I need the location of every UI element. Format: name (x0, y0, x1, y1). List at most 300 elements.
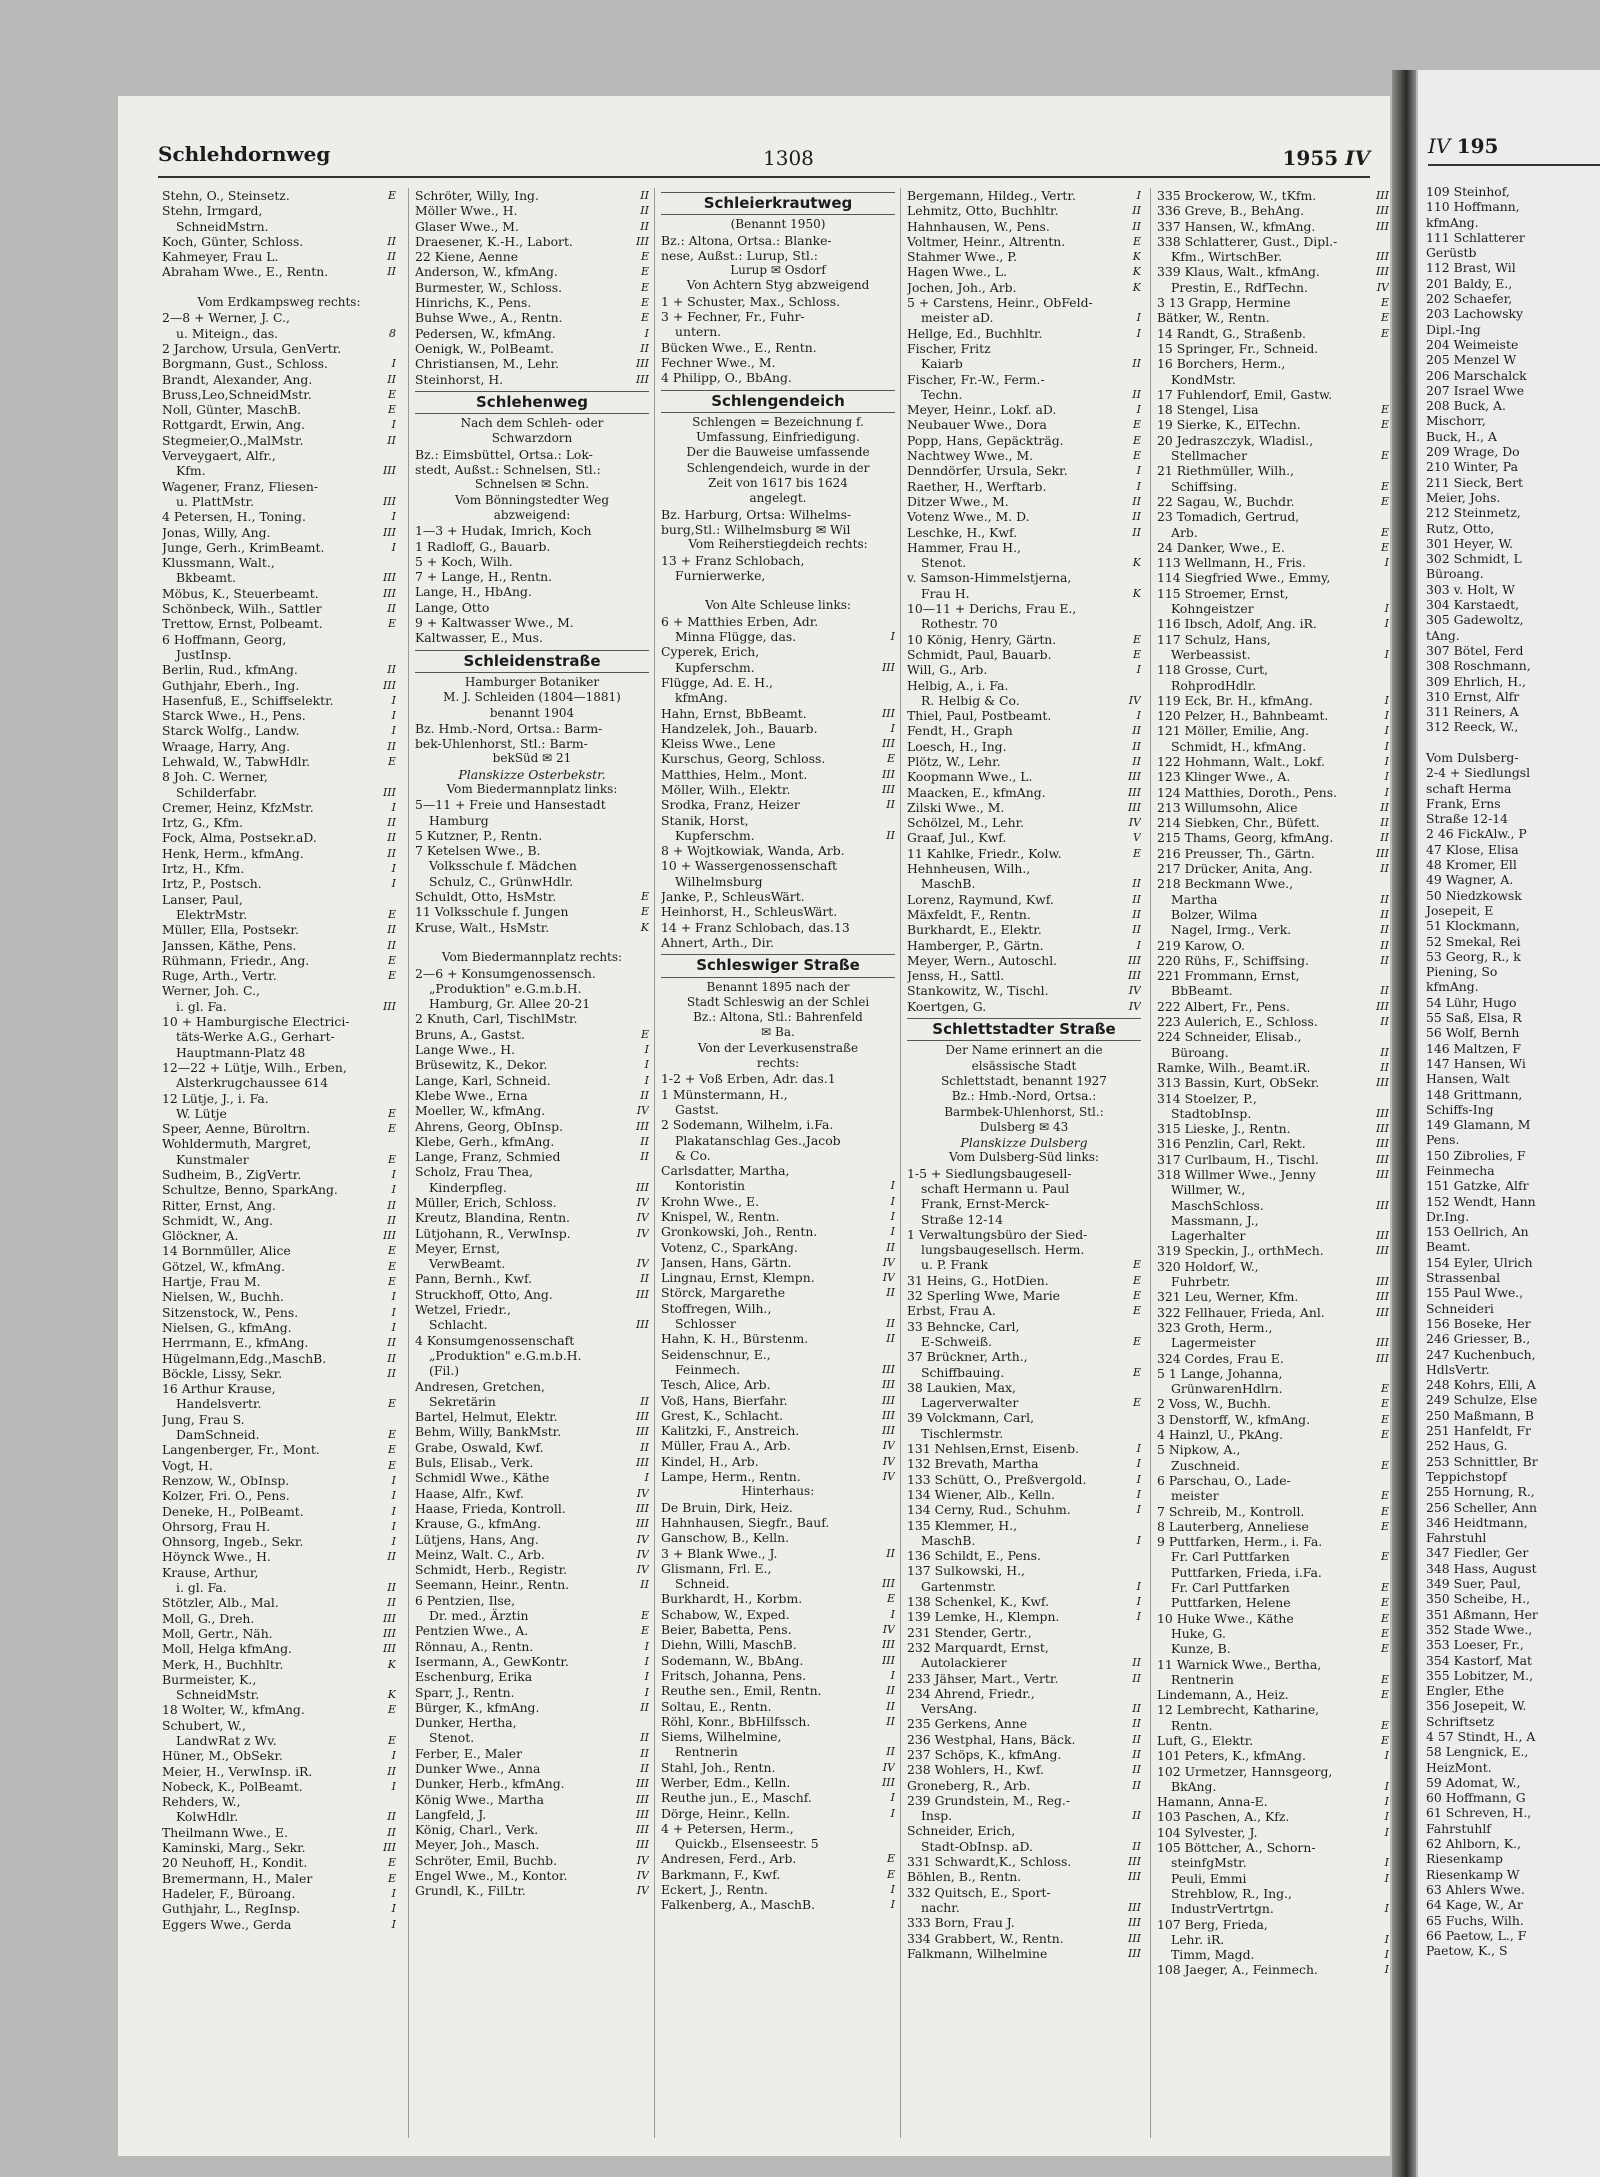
entry-text: Fuhrbetr. (1171, 1274, 1231, 1290)
directory-entry (661, 1209, 895, 1224)
directory-entry (162, 1213, 396, 1228)
entry-text: Falkenberg, A., MaschB. (661, 1897, 816, 1913)
directory-entry (907, 1609, 1141, 1624)
directory-entry: 250 Maßmann, B (1426, 1407, 1535, 1423)
floor-marker: III (881, 1577, 895, 1591)
entry-text: Bergemann, Hildeg., Vertr. (907, 188, 1076, 203)
entry-text: Buhse Wwe., A., Rentn. (415, 310, 563, 326)
street-note (661, 263, 895, 278)
directory-entry (661, 324, 895, 339)
directory-entry (1157, 326, 1389, 341)
directory-entry: 52 Smekal, Rei (1426, 933, 1521, 949)
directory-entry (415, 1639, 649, 1654)
entry-text: Stellmacher (1171, 448, 1248, 464)
floor-marker: E (1132, 418, 1141, 432)
floor-marker: E (1132, 1289, 1141, 1303)
directory-entry (415, 1088, 649, 1103)
directory-entry (907, 1808, 1141, 1823)
directory-entry (1157, 463, 1389, 478)
directory-entry (661, 1714, 895, 1729)
floor-marker: E (1380, 1458, 1389, 1472)
directory-entry (415, 1027, 649, 1042)
floor-marker: III (1375, 1351, 1389, 1365)
directory-entry: 309 Ehrlich, H., (1426, 673, 1526, 689)
directory-entry (415, 1883, 649, 1898)
entry-text: 38 Laukien, Max, (907, 1379, 1016, 1395)
entry-text: Meier, H., VerwInsp. iR. (162, 1763, 313, 1779)
directory-entry (661, 874, 895, 889)
floor-marker: E (1380, 1382, 1389, 1396)
entry-text: 123 Klinger Wwe., A. (1157, 769, 1291, 785)
directory-entry: Buck, H., A (1426, 428, 1497, 444)
entry-text: Stötzler, Alb., Mal. (162, 1595, 279, 1611)
directory-entry (907, 295, 1141, 310)
floor-marker: I (1136, 1487, 1141, 1501)
directory-entry (162, 264, 396, 279)
entry-text: Haase, Frieda, Kontroll. (415, 1500, 566, 1516)
directory-entry: Hansen, Walt (1426, 1071, 1510, 1087)
entry-text: Reuthe jun., E., Maschf. (661, 1790, 812, 1806)
entry-text: 1 Radloff, G., Bauarb. (415, 538, 551, 554)
directory-entry (907, 632, 1141, 647)
directory-entry (661, 660, 895, 675)
directory-entry (661, 1851, 895, 1866)
floor-marker: I (391, 1779, 396, 1793)
floor-marker: E (387, 1275, 396, 1289)
floor-marker: E (640, 250, 649, 264)
directory-entry (661, 889, 895, 904)
directory-entry: Schiffs-Ing (1426, 1101, 1494, 1117)
directory-entry (162, 708, 396, 723)
directory-entry (1157, 1932, 1389, 1947)
entry-text: 37 Brückner, Arth., (907, 1349, 1028, 1365)
entry-text: Barkmann, F., Kwf. (661, 1866, 781, 1882)
directory-entry (907, 1671, 1141, 1686)
entry-text: 138 Schenkel, K., Kwf. (907, 1594, 1050, 1610)
entry-text: 33 Behncke, Carl, (907, 1318, 1020, 1334)
entry-text: Behm, Willy, BankMstr. (415, 1424, 562, 1440)
directory-entry: 356 Josepeit, W. (1426, 1698, 1527, 1714)
floor-marker: I (644, 1471, 649, 1485)
entry-text: Langenberger, Fr., Mont. (162, 1442, 320, 1458)
floor-marker: E (387, 1703, 396, 1717)
directory-entry (415, 813, 649, 828)
entry-text: 322 Fellhauer, Frieda, Anl. (1157, 1304, 1325, 1320)
entry-text: Schlettstadt, benannt 1927 (941, 1073, 1107, 1088)
directory-entry (907, 1518, 1141, 1533)
street-note (415, 431, 649, 446)
street-note (661, 1056, 895, 1071)
directory-entry (661, 522, 895, 537)
entry-text: Götzel, W., kfmAng. (162, 1258, 286, 1274)
directory-entry (907, 1487, 1141, 1502)
directory-entry: 206 Marschalck (1426, 367, 1527, 383)
entry-text: 331 Schwardt,K., Schloss. (907, 1854, 1072, 1870)
directory-entry (162, 387, 396, 402)
floor-marker: IV (1376, 280, 1389, 294)
directory-entry (162, 433, 396, 448)
entry-text: 39 Volckmann, Carl, (907, 1410, 1035, 1426)
entry-text: Schneid. (675, 1576, 730, 1592)
entry-text: Jenss, H., Sattl. (907, 968, 1005, 984)
floor-marker: II (1132, 877, 1141, 891)
directory-entry: 348 Hass, August (1426, 1560, 1537, 1576)
entry-text: Benannt 1895 nach der (706, 979, 850, 994)
directory-entry (162, 1840, 396, 1855)
floor-marker: II (640, 1746, 649, 1760)
directory-entry (415, 447, 649, 462)
directory-entry (415, 1730, 649, 1745)
entry-text: 5 Kutzner, P., Rentn. (415, 827, 543, 843)
entry-text: Möbus, K., Steuerbeamt. (162, 585, 319, 601)
floor-marker: E (387, 953, 396, 967)
entry-text: Koertgen, G. (907, 998, 987, 1014)
entry-text: 1 + Schuster, Max., Schloss. (661, 293, 841, 309)
floor-marker: III (1375, 1106, 1389, 1120)
directory-entry (1157, 1947, 1389, 1962)
directory-entry (907, 662, 1141, 677)
entry-text: Theilmann Wwe., E. (162, 1824, 289, 1840)
floor-marker: I (391, 1320, 396, 1334)
entry-text: Lindemann, A., Heiz. (1157, 1687, 1289, 1703)
entry-text: Tesch, Alice, Arb. (661, 1377, 771, 1393)
directory-entry (661, 1699, 895, 1714)
directory-entry (907, 876, 1141, 891)
entry-text: Hinterhaus: (741, 1484, 815, 1499)
entry-text: Gronkowski, Joh., Rentn. (661, 1224, 818, 1240)
directory-entry (162, 1855, 396, 1870)
floor-marker: III (1127, 1855, 1141, 1869)
directory-entry (1157, 1075, 1389, 1090)
entry-text: Böckle, Lissy, Sekr. (162, 1365, 283, 1381)
directory-entry (1157, 264, 1389, 279)
directory-entry (661, 751, 895, 766)
entry-text: Kindel, H., Arb. (661, 1453, 759, 1469)
entry-text: 5 + Carstens, Heinr., ObFeld- (907, 295, 1093, 311)
directory-entry (907, 341, 1141, 356)
directory-entry (415, 1333, 649, 1348)
directory-entry: 4 57 Stindt, H., A (1426, 1728, 1536, 1744)
directory-entry (1157, 219, 1389, 234)
directory-entry: kfmAng. (1426, 214, 1479, 230)
entry-text: Deneke, H., PolBeamt. (162, 1503, 304, 1519)
directory-entry: 47 Klose, Elisa (1426, 841, 1519, 857)
directory-entry (907, 463, 1141, 478)
directory-column-5 (1150, 188, 1389, 2138)
directory-entry (1157, 479, 1389, 494)
entry-text: 217 Drücker, Anita, Ang. (1157, 861, 1313, 877)
directory-entry (162, 1029, 396, 1044)
entry-text: Umfassung, Einfriedigung. (696, 430, 860, 445)
directory-entry: Dr.Ing. (1426, 1208, 1470, 1224)
entry-text: bek-Uhlenhorst, Stl.: Barm- (415, 736, 588, 752)
floor-marker: IV (1128, 693, 1141, 707)
entry-text: Ohnsorg, Ingeb., Sekr. (162, 1534, 304, 1550)
street-note (415, 767, 649, 782)
directory-entry (907, 785, 1141, 800)
entry-text: 12 Lembrecht, Katharine, (1157, 1702, 1320, 1718)
directory-entry (1157, 1901, 1389, 1916)
directory-entry: Teppichstopf (1426, 1468, 1507, 1484)
directory-entry (162, 1458, 396, 1473)
entry-text: Frank, Ernst-Merck- (921, 1196, 1050, 1212)
directory-entry (162, 1488, 396, 1503)
directory-entry (415, 889, 649, 904)
floor-marker: I (391, 1183, 396, 1197)
directory-entry (661, 782, 895, 797)
directory-entry (162, 1901, 396, 1916)
directory-entry: 210 Winter, Pa (1426, 459, 1518, 475)
entry-text: Irtz, H., Kfm. (162, 861, 245, 877)
entry-text: Andresen, Gretchen, (415, 1378, 545, 1394)
entry-text: Planskizze Dulsberg (960, 1135, 1088, 1151)
directory-entry (415, 1868, 649, 1883)
entry-text: Schmidl Wwe., Käthe (415, 1470, 550, 1486)
directory-entry: 203 Lachowsky (1426, 306, 1524, 322)
entry-text: Feinmech. (675, 1361, 741, 1377)
directory-entry: Strassenbal (1426, 1270, 1501, 1286)
entry-text: Janssen, Käthe, Pens. (162, 937, 297, 953)
entry-text: Buls, Elisab., Verk. (415, 1455, 534, 1471)
entry-text: 119 Eck, Br. H., kfmAng. (1157, 692, 1313, 708)
directory-entry (661, 1423, 895, 1438)
directory-entry (162, 1657, 396, 1672)
entry-text: Moll, Gertr., Näh. (162, 1625, 273, 1641)
directory-entry (1157, 1809, 1389, 1824)
floor-marker: I (890, 1668, 895, 1682)
entry-text: Rentnerin (675, 1744, 738, 1760)
entry-text: 334 Grabbert, W., Rentn. (907, 1930, 1064, 1946)
directory-entry (907, 1747, 1141, 1762)
floor-marker: II (1132, 739, 1141, 753)
floor-marker: I (890, 1806, 895, 1820)
directory-entry (661, 1377, 895, 1392)
floor-marker: II (1132, 1732, 1141, 1746)
floor-marker: E (1380, 326, 1389, 340)
directory-entry (1157, 1213, 1389, 1228)
entry-text: 19 Sierke, K., ElTechn. (1157, 417, 1301, 433)
right-header-year: 195 (1456, 134, 1499, 158)
directory-entry: schaft Herma (1426, 780, 1512, 796)
floor-marker: E (387, 1122, 396, 1136)
directory-entry (415, 996, 649, 1011)
directory-entry (1157, 1198, 1389, 1213)
entry-text: Hadeler, F., Büroang. (162, 1885, 296, 1901)
directory-entry (1157, 1611, 1389, 1626)
directory-entry (162, 448, 396, 463)
entry-text: 18 Wolter, W., kfmAng. (162, 1702, 305, 1718)
floor-marker: III (1127, 785, 1141, 799)
directory-entry (1157, 968, 1389, 983)
floor-marker: K (1132, 586, 1141, 600)
directory-entry (162, 1167, 396, 1182)
entry-text: 6 Pentzien, Ilse, (415, 1592, 516, 1608)
floor-marker: III (382, 678, 396, 692)
floor-marker: E (387, 1259, 396, 1273)
entry-text: 7 + Lange, H., Rentn. (415, 569, 553, 585)
entry-text: Kupferschm. (675, 827, 755, 843)
entry-text: 133 Schütt, O., Preßvergold. (907, 1471, 1087, 1487)
entry-text: Irtz, P., Postsch. (162, 876, 262, 892)
entry-text: 11 Warnick Wwe., Bertha, (1157, 1656, 1322, 1672)
directory-entry (907, 693, 1141, 708)
entry-text: Müller, Ella, Postsekr. (162, 922, 299, 938)
floor-marker: E (1380, 1397, 1389, 1411)
directory-entry: 64 Kage, W., Ar (1426, 1897, 1523, 1913)
floor-marker: I (1136, 938, 1141, 952)
floor-marker: I (391, 877, 396, 891)
directory-entry: Engler, Ethe (1426, 1683, 1505, 1699)
directory-entry (1157, 525, 1389, 540)
directory-entry (162, 570, 396, 585)
directory-entry (1157, 1733, 1389, 1748)
entry-text: 31 Heins, G., HotDien. (907, 1272, 1049, 1288)
entry-text: LandwRat z Wv. (176, 1732, 277, 1748)
directory-entry (1157, 953, 1389, 968)
directory-entry (907, 907, 1141, 922)
floor-marker: I (1384, 1963, 1389, 1977)
directory-entry (661, 767, 895, 782)
directory-entry (415, 1516, 649, 1531)
directory-entry (907, 586, 1141, 601)
entry-text: Bremermann, H., Maler (162, 1870, 313, 1886)
directory-entry (415, 341, 649, 356)
floor-marker: E (387, 1458, 396, 1472)
entry-text: 10—11 + Derichs, Frau E., (907, 601, 1077, 617)
directory-entry (1426, 735, 1600, 750)
floor-marker: III (1375, 999, 1389, 1013)
directory-entry (907, 1257, 1141, 1272)
directory-entry (1157, 892, 1389, 907)
entry-text: Guthjahr, Eberh., Ing. (162, 677, 300, 693)
directory-entry (907, 1778, 1141, 1793)
floor-marker: E (387, 403, 396, 417)
directory-entry (661, 1071, 895, 1086)
directory-entry (907, 1303, 1141, 1318)
floor-marker: II (1132, 510, 1141, 524)
floor-marker: II (1380, 1060, 1389, 1074)
entry-text: Schiffsing. (1171, 478, 1238, 494)
floor-marker: II (1132, 1671, 1141, 1685)
entry-text: Jung, Frau S. (162, 1411, 245, 1427)
floor-marker: E (640, 1027, 649, 1041)
floor-marker: II (640, 341, 649, 355)
directory-entry: 305 Gadewoltz, (1426, 612, 1524, 628)
floor-marker: II (1380, 953, 1389, 967)
directory-entry (1157, 372, 1389, 387)
directory-entry (907, 540, 1141, 555)
directory-entry (661, 1806, 895, 1821)
entry-text: Krause, G., kfmAng. (415, 1516, 542, 1532)
directory-entry: Vom Dulsberg- (1426, 749, 1519, 765)
entry-text: Ruge, Arth., Vertr. (162, 968, 277, 984)
directory-entry (1157, 1534, 1389, 1549)
floor-marker: II (1132, 1763, 1141, 1777)
directory-entry: 253 Schnittler, Br (1426, 1453, 1538, 1469)
directory-entry (162, 1182, 396, 1197)
directory-entry (661, 1316, 895, 1331)
directory-entry (162, 785, 396, 800)
entry-text: Engel Wwe., M., Kontor. (415, 1868, 568, 1884)
directory-entry (661, 736, 895, 751)
directory-entry (907, 1319, 1141, 1334)
entry-text: W. Lütje (176, 1105, 227, 1121)
floor-marker: III (1127, 969, 1141, 983)
directory-entry (415, 1103, 649, 1118)
entry-text: 11 Volksschule f. Jungen (415, 904, 569, 920)
entry-text: 4 Philipp, O., BbAng. (661, 370, 792, 386)
directory-entry (661, 1867, 895, 1882)
floor-marker: E (1380, 1718, 1389, 1732)
floor-marker: II (387, 234, 396, 248)
directory-entry (415, 874, 649, 889)
entry-text: 114 Siegfried Wwe., Emmy, (1157, 570, 1331, 586)
directory-entry (415, 1547, 649, 1562)
directory-entry (661, 1393, 895, 1408)
floor-marker: I (391, 862, 396, 876)
floor-marker: II (387, 1351, 396, 1365)
floor-marker: I (644, 1043, 649, 1057)
entry-text: Plötz, W., Lehr. (907, 753, 1001, 769)
entry-text: 3 + Fechner, Fr., Fuhr- (661, 309, 805, 325)
directory-entry (162, 907, 396, 922)
floor-marker: II (640, 1150, 649, 1164)
floor-marker: II (387, 1581, 396, 1595)
entry-text: Verveygaert, Alfr., (162, 448, 276, 464)
directory-entry (1157, 1657, 1389, 1672)
directory-entry: 59 Adomat, W., (1426, 1774, 1521, 1790)
entry-text: 101 Peters, K., kfmAng. (1157, 1748, 1306, 1764)
floor-marker: II (387, 1825, 396, 1839)
floor-marker: II (1132, 1809, 1141, 1823)
floor-marker: I (1384, 1825, 1389, 1839)
entry-text: 139 Lemke, H., Klempn. (907, 1609, 1060, 1625)
floor-marker: III (1375, 204, 1389, 218)
entry-text: 4 + Petersen, Herm., (661, 1820, 794, 1836)
entry-text: Vom Biedermannplatz links: (446, 781, 618, 796)
directory-entry (661, 1744, 895, 1759)
directory-entry (661, 1897, 895, 1912)
floor-marker: III (635, 357, 649, 371)
directory-entry (1157, 662, 1389, 677)
entry-text: Schönbeck, Wilh., Sattler (162, 601, 322, 617)
directory-entry (661, 813, 895, 828)
entry-text: Reuthe sen., Emil, Rentn. (661, 1683, 822, 1699)
directory-entry (661, 1240, 895, 1255)
directory-entry (907, 983, 1141, 998)
floor-marker: II (1380, 1015, 1389, 1029)
directory-entry (907, 1166, 1141, 1181)
directory-entry (415, 966, 649, 981)
entry-text: RohprodHdlr. (1171, 677, 1257, 693)
entry-text: Pann, Bernh., Kwf. (415, 1271, 533, 1287)
directory-entry (1157, 1381, 1389, 1396)
directory-entry (162, 249, 396, 264)
directory-entry (162, 540, 396, 555)
entry-text: Puttfarken, Helene (1171, 1595, 1291, 1611)
floor-marker: E (1380, 525, 1389, 539)
floor-marker: II (387, 846, 396, 860)
directory-entry (907, 310, 1141, 325)
directory-entry (907, 1227, 1141, 1242)
directory-entry (661, 843, 895, 858)
floor-marker: III (1127, 1870, 1141, 1884)
directory-entry (907, 219, 1141, 234)
floor-marker: III (1375, 1198, 1389, 1212)
directory-entry (907, 1502, 1141, 1517)
floor-marker: III (382, 571, 396, 585)
floor-marker: II (1380, 862, 1389, 876)
